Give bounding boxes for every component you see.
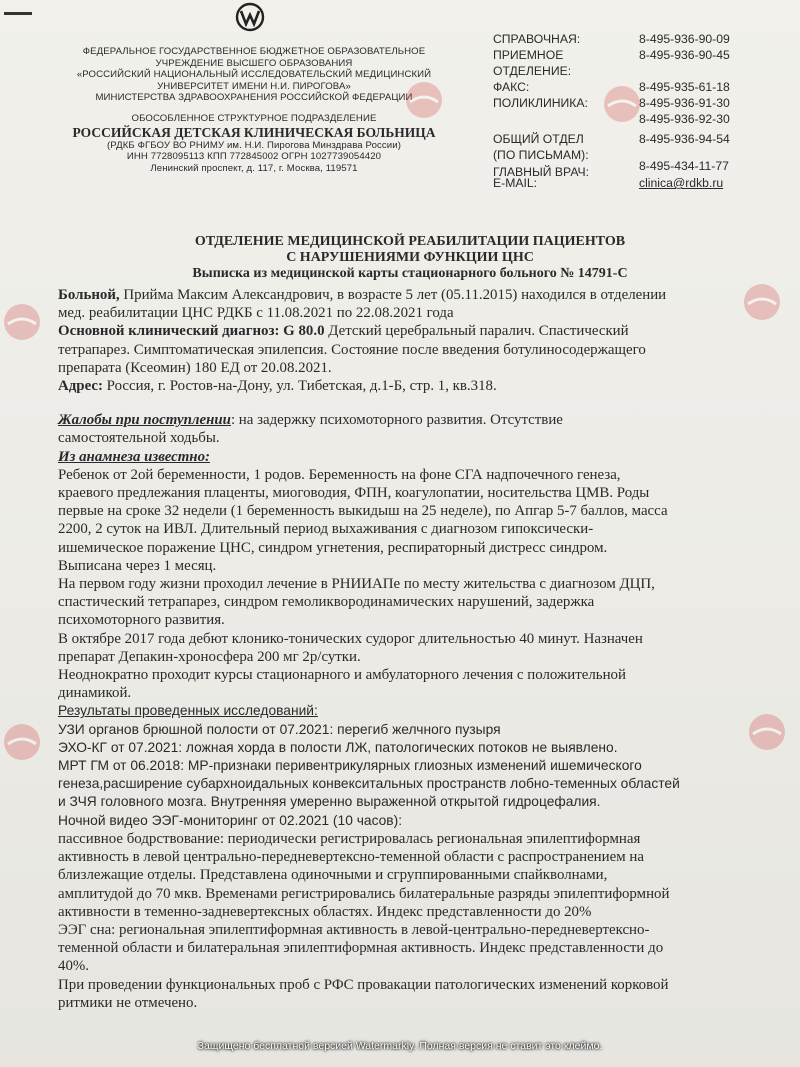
results-line: генеза,расширение субархноидальных конвекситальных пространств лобно-теменных областей xyxy=(58,776,680,792)
anamnesis-line: Ребенок от 2ой беременности, 1 родов. Беременность на фоне СГА надпочечного генеза, xyxy=(58,466,621,483)
results-line: ЭЭГ сна: региональная эпилептиформная активность в левой-центрально-передневертексно- xyxy=(58,921,650,938)
diagnosis-code: G 80.0 xyxy=(279,323,325,340)
hospital-subtitle: (РДКБ ФГБОУ ВО РНИМУ им. Н.И. Пирогова Минздрава России) xyxy=(106,139,402,151)
anamnesis-heading: Из анамнеза известно: xyxy=(58,448,210,465)
department-title: ОТДЕЛЕНИЕ МЕДИЦИНСКОЙ РЕАБИЛИТАЦИИ ПАЦИЕНТОВ xyxy=(194,234,626,249)
anamnesis-line: препарат Депакин-хроносфера 200 мг 2р/сутки. xyxy=(58,648,361,665)
contact-label: (ПО ПИСЬМАМ): xyxy=(493,148,589,162)
org-line: УНИВЕРСИТЕТ ИМЕНИ Н.И. ПИРОГОВА» xyxy=(157,80,351,92)
extract-title: Выписка из медицинской карты стационарного больного № 14791-С xyxy=(192,266,628,281)
watermark-stamp-icon xyxy=(0,720,44,764)
contact-label: E-MAIL: xyxy=(493,176,538,190)
contact-label: ПРИЕМНОЕ xyxy=(493,48,564,62)
watermark-stamp-icon xyxy=(402,78,446,122)
complaints-text: : на задержку психомоторного развития. Отсутствие xyxy=(230,412,563,429)
document-titles xyxy=(40,234,780,282)
anamnesis-line: 2200, 2 суток на ИВЛ. Длительный период выхаживания с диагнозом гипоксически- xyxy=(58,521,594,538)
contact-label: ОБЩИЙ ОТДЕЛ xyxy=(493,132,584,146)
diagnosis-line xyxy=(58,322,798,340)
org-line: УЧРЕЖДЕНИЕ ВЫСШЕГО ОБРАЗОВАНИЯ xyxy=(155,57,353,69)
results-line: ЭХО-КГ от 07.2021: ложная хорда в полости ЛЖ, патологических потоков не выявлено. xyxy=(58,739,618,755)
patient-stay: мед. реабилитации ЦНС РДКБ с 11.08.2021 по 22.08.2021 года xyxy=(58,305,454,322)
contact-row xyxy=(493,32,793,48)
contact-phone: 8-495-936-90-09 xyxy=(639,32,730,46)
anamnesis-line: В октябре 2017 года дебют клонико-тонических судорог длительностью 40 минут. Назначен xyxy=(58,630,643,647)
results-line: 40%. xyxy=(58,958,90,975)
results-line: теменной области и билатеральная эпилептиформная активность. Индекс представленности до xyxy=(58,940,664,957)
contact-phone: 8-495-936-90-45 xyxy=(639,48,730,62)
results-line: Ночной видео ЭЭГ-мониторинг от 02.2021 (10 часов): xyxy=(58,812,403,828)
patient-info: Прийма Максим Александрович, в возрасте 5 лет (05.11.2015) находился в отделении xyxy=(119,287,667,303)
division-line: ОБОСОБЛЕННОЕ СТРУКТУРНОЕ ПОДРАЗДЕЛЕНИЕ xyxy=(131,112,377,124)
anamnesis-line: Неоднократно проходит курсы стационарного и амбулаторного лечения с положительной xyxy=(58,667,626,684)
results-line: пассивное бодрствование: периодически регистрировалась региональная эпилептиформная xyxy=(58,830,641,847)
contact-row xyxy=(493,159,793,179)
results-line: активности в теменно-задневертексных областях. Индекс представленности до 20% xyxy=(58,903,592,920)
address-value: Россия, г. Ростов-на-Дону, ул. Тибетская, д.1-Б, стр. 1, кв.318. xyxy=(102,378,497,395)
contact-label: ОТДЕЛЕНИЕ: xyxy=(493,64,572,78)
contact-phone: 8-495-935-61-18 xyxy=(639,80,730,94)
diagnosis-text: тетрапарез. Симптоматическая эпилепсия. Состояние после введения ботулиносодержащего xyxy=(58,341,646,358)
contact-row xyxy=(493,176,793,192)
org-line: МИНИСТЕРСТВА ЗДРАВООХРАНЕНИЯ РОССИЙСКОЙ ФЕДЕРАЦИИ xyxy=(95,92,413,104)
corner-dash xyxy=(4,12,32,15)
contact-label: ГЛАВНЫЙ ВРАЧ: xyxy=(493,165,590,179)
diagnosis-text: Детский церебральный паралич. Спастический xyxy=(324,323,629,340)
results-line: и ЗЧЯ головного мозга. Внутренняя умеренно выраженной открытой гидроцефалия. xyxy=(58,794,601,810)
results-line: УЗИ органов брюшной полости от 07.2021: перегиб желчного пузыря xyxy=(58,721,501,737)
anamnesis-line: динамикой. xyxy=(58,685,132,702)
anamnesis-line: На первом году жизни проходил лечение в РНИИАПе по месту жительства с диагнозом ДЦП, xyxy=(58,576,655,593)
address-label: Адрес: xyxy=(58,378,103,395)
university-logo-icon xyxy=(232,2,268,32)
watermark-stamp-icon xyxy=(745,710,789,754)
contact-phone: 8-495-936-91-30 xyxy=(639,96,730,110)
org-line: «РОССИЙСКИЙ НАЦИОНАЛЬНЫЙ ИССЛЕДОВАТЕЛЬСКИЙ МЕДИЦИНСКИЙ xyxy=(76,69,432,81)
results-line: При проведении функциональных проб с РФС провакации патологических изменений корковой xyxy=(58,976,669,993)
org-line: ФЕДЕРАЛЬНОЕ ГОСУДАРСТВЕННОЕ БЮДЖЕТНОЕ ОБРАЗОВАТЕЛЬНОЕ xyxy=(82,46,426,57)
hospital-name: РОССИЙСКАЯ ДЕТСКАЯ КЛИНИЧЕСКАЯ БОЛЬНИЦА xyxy=(72,124,436,140)
results-line: ритмики не отмечено. xyxy=(58,994,198,1011)
diagnosis-label: Основной клинический диагноз: xyxy=(58,323,280,340)
contact-row xyxy=(493,132,793,148)
anamnesis-line: первые на сроке 32 недели (1 беременность выкидыш на 25 неделе), по Апгар 5-7 баллов, масса xyxy=(58,503,668,520)
watermark-stamp-icon xyxy=(740,280,784,324)
results-line: активность в левой центрально-передневертексно-теменной области с распространением на xyxy=(58,849,644,866)
department-subtitle: С НАРУШЕНИЯМИ ФУНКЦИИ ЦНС xyxy=(286,250,534,265)
results-line: близлежащие отделы. Представлена одиночными и сгруппированными спайкволнами, xyxy=(58,867,608,884)
complaints-label: Жалобы при поступлении xyxy=(58,412,231,429)
anamnesis-line: Выписана через 1 месяц. xyxy=(58,557,217,574)
contact-label: СПРАВОЧНАЯ: xyxy=(493,32,581,46)
diagnosis-text: препарата (Ксеомин) 180 ЕД от 20.08.2021. xyxy=(58,359,332,376)
anamnesis-line: краевого предлежания плаценты, миоговодия, ФПН, коагулопатии, носительства ЦМВ. Роды xyxy=(58,485,650,502)
contact-phone: 8-495-434-11-77 xyxy=(639,159,729,173)
anamnesis-line: психомоторного развития. xyxy=(58,612,225,629)
contact-phone: 8-495-936-94-54 xyxy=(639,132,730,146)
watermark-notice: Защищено бесплатной версией Watermarkly. Полная версия не ставит это клеймо. xyxy=(197,1040,603,1052)
anamnesis-line: ишемическое поражение ЦНС, синдром угнетения, респираторный дистресс синдром. xyxy=(58,539,608,556)
document-body xyxy=(58,286,798,1012)
complaints-text: самостоятельной ходьбы. xyxy=(58,430,220,447)
patient-line xyxy=(58,286,798,304)
anamnesis-line: спастический тетрапарез, синдром гемоликвородинамических нарушений, задержка xyxy=(58,594,595,611)
results-line: амплитудой до 70 мкв. Временами регистрировались билатеральные разряды эпилептиформной xyxy=(58,885,670,902)
contact-row xyxy=(493,48,793,64)
complaints-line xyxy=(58,411,798,429)
results-line: МРТ ГМ от 06.2018: МР-признаки перивентрикулярных глиозных изменений ишемического xyxy=(58,758,642,774)
contact-phone: 8-495-936-92-30 xyxy=(639,112,730,126)
contact-label: ПОЛИКЛИНИКА: xyxy=(493,96,588,110)
email-link[interactable]: clinica@rdkb.ru xyxy=(639,176,724,190)
watermark-stamp-icon xyxy=(600,82,644,126)
tax-ids: ИНН 7728095113 КПП 772845002 ОГРН 1027739054420 xyxy=(126,151,382,163)
contact-label: ФАКС: xyxy=(493,80,530,94)
address-line xyxy=(58,377,798,395)
institution-header xyxy=(56,46,452,174)
patient-label: Больной, xyxy=(58,287,120,303)
results-heading: Результаты проведенных исследований: xyxy=(58,703,318,719)
watermark-stamp-icon xyxy=(0,300,44,344)
hospital-address: Ленинский проспект, д. 117, г. Москва, 119571 xyxy=(150,162,358,174)
contact-row xyxy=(493,64,793,80)
